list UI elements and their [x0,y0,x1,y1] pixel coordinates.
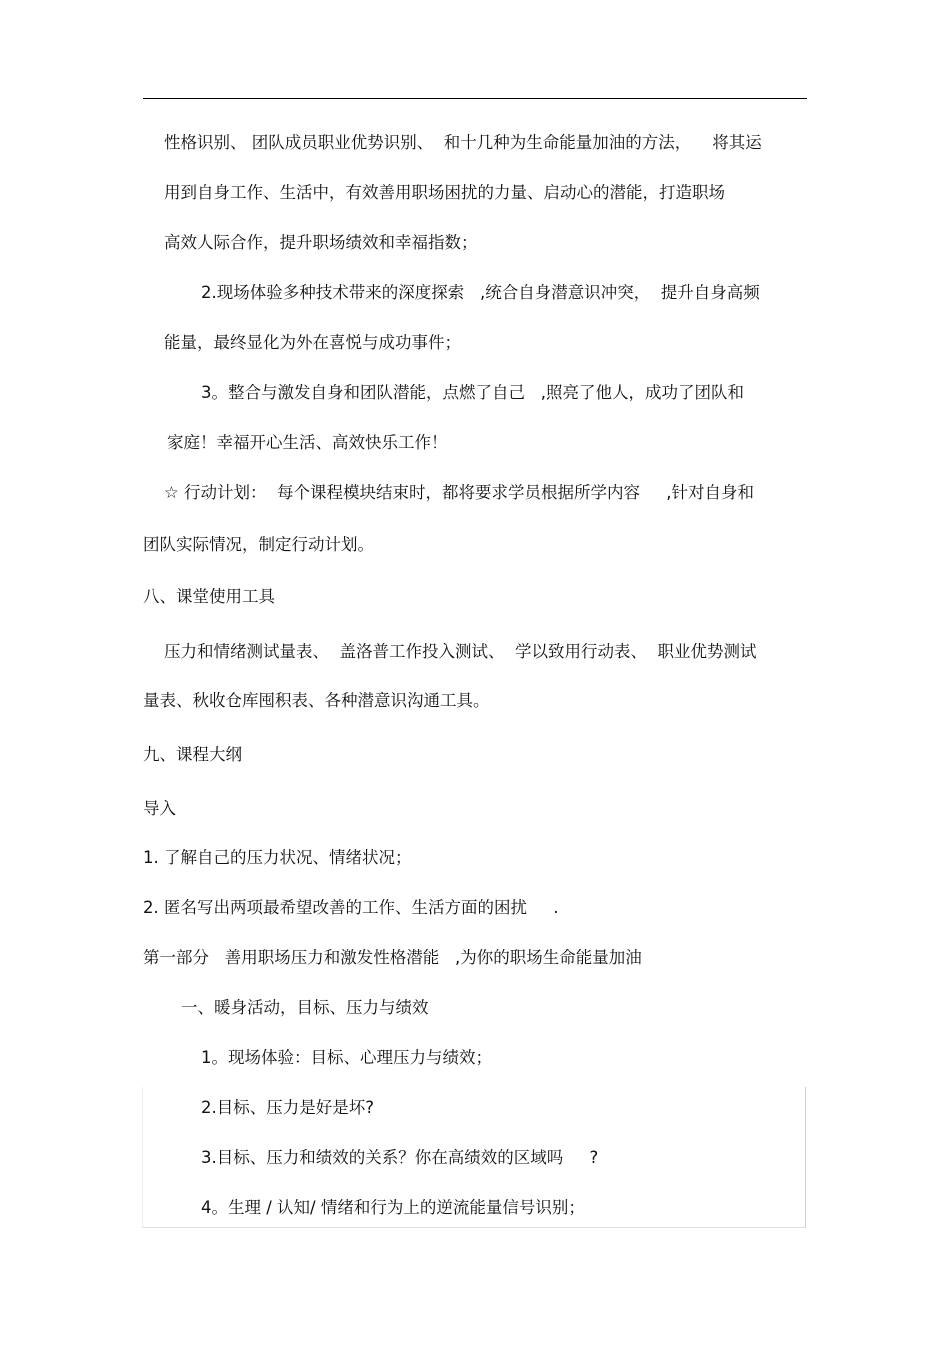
subsection-item-3: 3.目标、压力和绩效的关系？你在高绩效的区域吗 ? [201,1148,599,1167]
subsection-item-1: 1。现场体验：目标、心理压力与绩效； [201,1048,492,1067]
intro-item-2: 2. 匿名写出两项最希望改善的工作、生活方面的困扰 . [143,898,559,917]
body-line-6: 3。整合与激发自身和团队潜能，点燃了自己 ,照亮了他人，成功了团队和 [201,383,744,402]
subsection-item-4: 4。生理 / 认知/ 情绪和行为上的逆流能量信号识别； [201,1198,585,1217]
intro-item-1: 1. 了解自己的压力状况、情绪状况； [143,848,412,867]
tools-line-1: 压力和情绪测试量表、 盖洛普工作投入测试、 学以致用行动表、 职业优势测试 [164,642,757,661]
body-line-1: 性格识别、 团队成员职业优势识别、 和十几种为生命能量加油的方法， 将其运 [164,133,762,152]
body-line-5: 能量，最终显化为外在喜悦与成功事件； [164,333,461,352]
action-plan-line-1: ☆ 行动计划： 每个课程模块结束时，都将要求学员根据所学内容 ,针对自身和 [164,483,754,502]
body-line-2: 用到自身工作、生活中，有效善用职场困扰的力量、启动心的潜能，打造职场 [164,183,725,202]
section-heading-9: 九、课程大纲 [143,745,242,764]
body-line-3: 高效人际合作，提升职场绩效和幸福指数； [164,233,478,252]
body-line-7: 家庭！幸福开心生活、高效快乐工作！ [167,433,448,452]
intro-heading: 导入 [143,799,176,818]
subsection-item-2: 2.目标、压力是好是坏? [201,1098,375,1117]
tools-line-2: 量表、秋收仓库囤积表、各种潜意识沟通工具。 [143,691,490,710]
part-one-heading: 第一部分 善用职场压力和激发性格潜能 ,为你的职场生命能量加油 [143,948,642,967]
subsection-heading-1: 一、暖身活动，目标、压力与绩效 [181,998,429,1017]
body-line-4: 2.现场体验多种技术带来的深度探索 ,统合自身潜意识冲突， 提升自身高频 [201,283,760,302]
action-plan-line-2: 团队实际情况，制定行动计划。 [143,535,374,554]
section-heading-8: 八、课堂使用工具 [143,587,275,606]
header-rule [143,98,807,99]
